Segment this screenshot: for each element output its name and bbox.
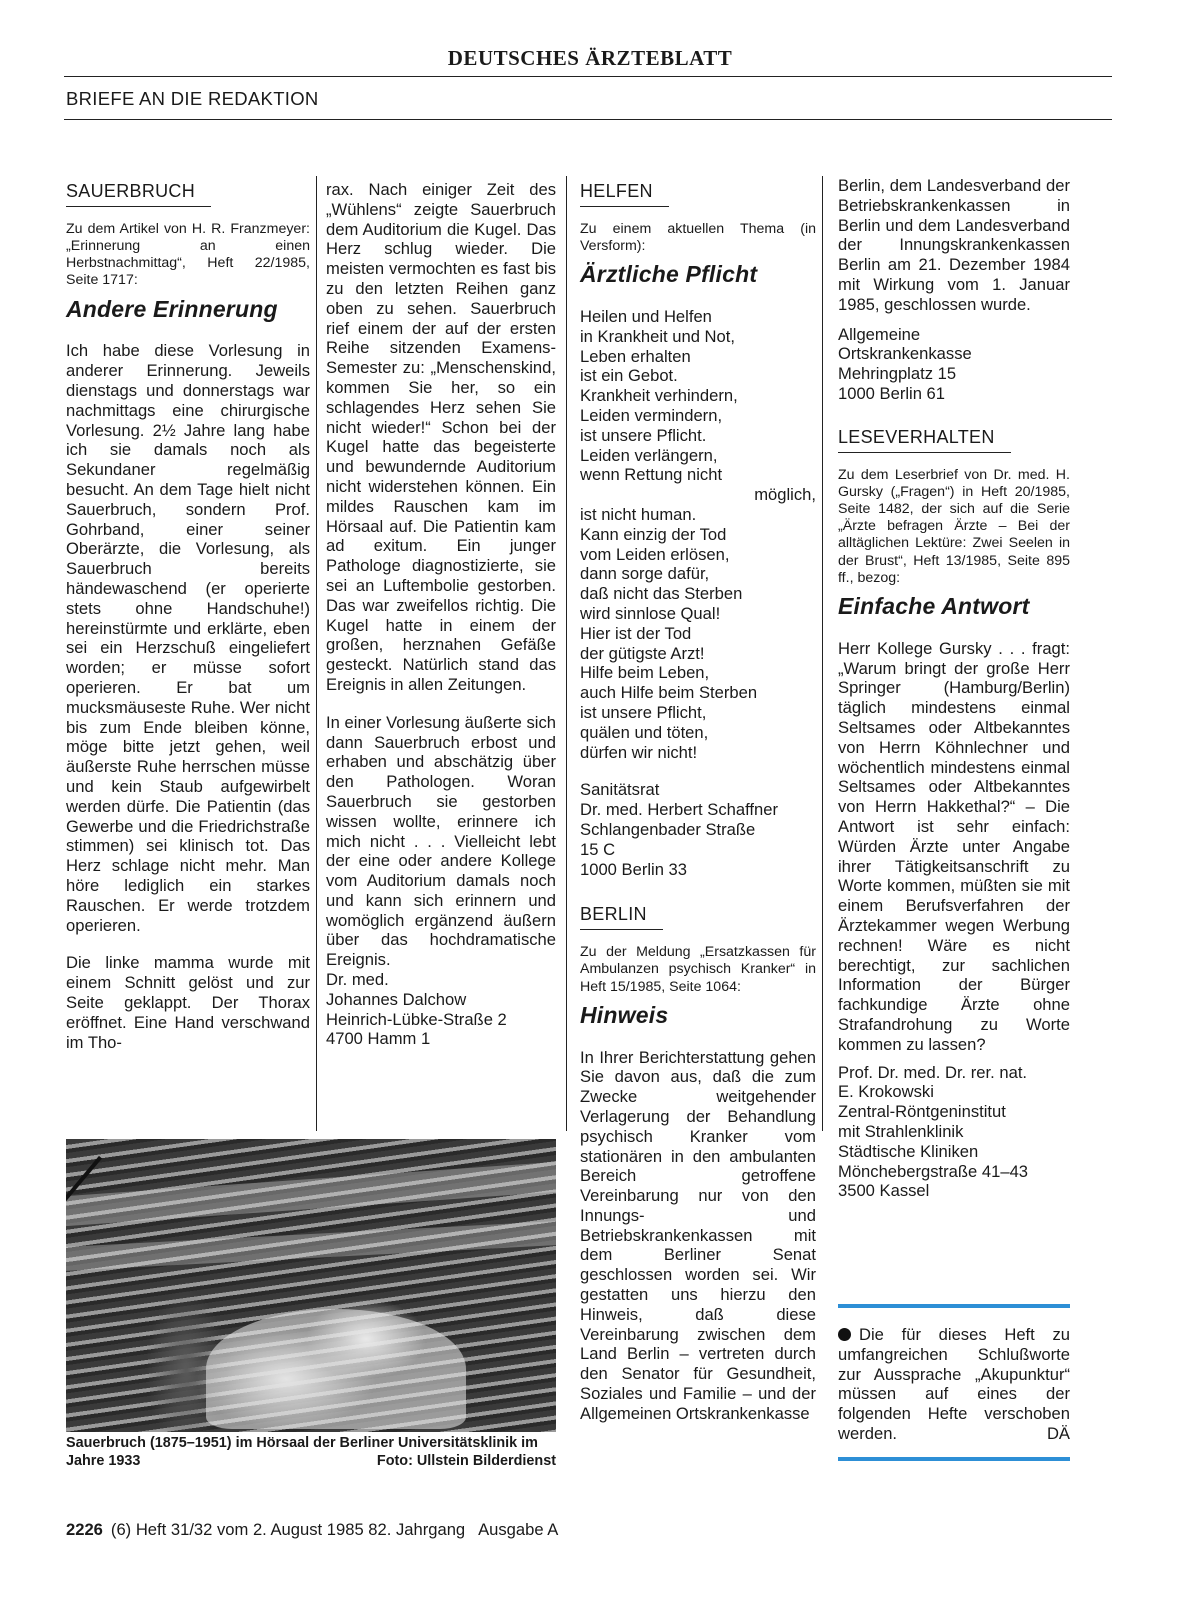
poem-line: möglich,: [754, 485, 816, 505]
rubric-sauerbruch: SAUERBRUCH: [66, 182, 211, 207]
letter-paragraph: Herr Kollege Gursky . . . fragt: „Warum bringt der große Herr Springer (Hamburg/Berlin) täglich mindestens einmal Seltsames oder Altbekanntes von Herrn Köhnlechner und wöchentlich mindestens einmal Seltsames oder Altbekanntes von Herrn Hakkethal?“ – Die Antwort ist sehr einfach: Würden Ärzte unter Angabe ihrer Tätigkeitsanschrift zu Worte kommen, müßten sie mit einem Berufsverfahren der Ärztekammer wegen Werbung rechnen! Wäre es nicht berechtigt, zur sachlichen Information der Bürger fachkundige Ärzte ohne Strafandrohung zu Worte kommen zu lassen?: [838, 638, 1070, 1054]
column-leseverhalten: [838, 176, 1070, 1201]
rubric-leseverhalten: LESEVERHALTEN: [838, 428, 1011, 453]
top-rule: [64, 76, 1112, 77]
letter-signature: Prof. Dr. med. Dr. rer. nat. E. Krokowski Zentral-Röntgeninstitut mit Strahlenklinik Städtische Kliniken Mönchebergstraße 41–43 3500 Kassel: [838, 1062, 1029, 1201]
column-helfen: [580, 182, 816, 1424]
letter-intro: Zu dem Artikel von H. R. Franzmeyer: „Erinnerung an einen Herbstnachmittag“, Heft 22/1985, Seite 1717:: [66, 220, 310, 289]
column-sauerbruch: [66, 182, 310, 1052]
page-number: 2226: [66, 1520, 103, 1539]
column-sauerbruch-cont: [326, 180, 556, 1049]
letter-title: Ärztliche Pflicht: [580, 261, 758, 288]
letter-paragraph: Ich habe diese Vorlesung in anderer Erinnerung. Jeweils dienstags und donnerstags war nachmittags eine chirurgische Vorlesung. 2½ Jahre lang habe ich sie damals noch als Sekundaner regelmäßig besucht. An dem Tage hielt nicht Sauerbruch, sondern Prof. Gohrband, einer seiner Oberärzte, die Vorlesung, als Sauerbruch bereits händewaschend (er operierte stets ohne Handschuhe!) hereinstürmte und erklärte, eben sei ein Herzschuß eingeliefert worden; er müsse sofort operieren. Er bat um mucksmäuseste Ruhe. Wer nicht bis zum Ende bleiben könne, möge bitte jetzt gehen, weil äußerste Ruhe herrschen müsse und kein Staub aufgewirbelt werden dürfe. Die Patientin (das Gewerbe und die Friedrichstraße stimmen) sei klinisch tot. Das Herz schlage nicht mehr. Man höre lediglich ein starkes Rauschen. Er werde trotzdem operieren.: [66, 341, 310, 935]
poem-stanza: Heilen und Helfen in Krankheit und Not, Leben erhalten ist ein Gebot. Krankheit verhindern, Leiden vermindern, ist unsere Pflicht. Leiden verlängern, wenn Rettung nicht: [580, 307, 738, 485]
rubric-helfen: HELFEN: [580, 182, 669, 207]
caption-text: Sauerbruch (1875–1951) im Hörsaal der Berliner Universitätsklinik im Jahre 1933: [66, 1435, 538, 1469]
issue-info: (6) Heft 31/32 vom 2. August 1985 82. Jahrgang Ausgabe A: [110, 1520, 559, 1539]
notice-text: Die für dieses Heft zu umfangreichen Schlußworte zur Aussprache „Akupunktur“ müssen auf eines der folgenden Hefte verschoben werden.: [838, 1325, 1070, 1443]
letter-paragraph: Berlin, dem Landesverband der Betriebskrankenkassen in Berlin und dem Landesverband der Innungskrankenkassen Berlin am 21. Dezember 1984 mit Wirkung vom 1. Januar 1985, geschlossen wurde.: [838, 176, 1070, 314]
letter-signature: Allgemeine Ortskrankenkasse Mehringplatz 15 1000 Berlin 61: [838, 324, 972, 403]
letter-intro: Zu dem Leserbrief von Dr. med. H. Gursky („Fragen“) in Heft 20/1985, Seite 1482, der sich auf die Serie „Ärzte befragen Ärzte – Bei der alltäglichen Lektüre: Zwei Seelen in der Brust“, Heft 13/1985, Seite 895 ff., bezog:: [838, 466, 1070, 586]
letter-signature: Sanitätsrat Dr. med. Herbert Schaffner Schlangenbader Straße 15 C 1000 Berlin 33: [580, 780, 778, 879]
letter-paragraph: In einer Vorlesung äußerte sich dann Sauerbruch erbost und erhaben und abschätzig über den Pathologen. Woran Sauerbruch sie gestorben wissen wollte, erinnere ich mich nicht . . . Vielleicht lebt der eine oder andere Kollege vom Auditorium damals noch und kann sich erinnern und womöglich ergänzend äußern über das hochdramatische Ereignis.: [326, 712, 556, 970]
masthead: DEUTSCHES ÄRZTEBLATT: [447, 46, 733, 70]
letter-intro: Zu einem aktuellen Thema (in Versform):: [580, 220, 816, 254]
section-rule: [64, 119, 1112, 120]
rubric-berlin: BERLIN: [580, 905, 663, 930]
letter-title: Andere Erinnerung: [66, 295, 278, 322]
letter-intro: Zu der Meldung „Ersatzkassen für Ambulanzen psychisch Kranker“ in Heft 15/1985, Seite 1064:: [580, 944, 816, 995]
notice-rule-bottom: [838, 1457, 1070, 1461]
notice-rule-top: [838, 1304, 1070, 1308]
lecture-hall-photo: [66, 1139, 556, 1432]
photo-credit: Foto: Ullstein Bilderdienst: [376, 1453, 556, 1469]
photo-caption: [66, 1434, 556, 1470]
letter-title: Einfache Antwort: [838, 592, 1030, 619]
letter-paragraph: rax. Nach einiger Zeit des „Wühlens“ zeigte Sauerbruch dem Auditorium die Kugel. Das Herz schlug wieder. Die meisten vermochten es fast bis zu den letzten Reihen ganz oben zu sehen. Sauerbruch rief einem der auf der ersten Reihe sitzenden Examens-Semester zu: „Menschenskind, kommen Sie her, so ein schlagendes Herz sehen Sie nicht wieder!“ Schon bei der Kugel hatte das begeisterte und bewundernde Auditorium nicht widerstehen können. Ein mildes Rauschen kam im Hörsaal auf. Die Patientin kam ad exitum. Ein junger Pathologe diagnostizierte, sie sei an Luftembolie gestorben. Das war zweifellos richtig. Die Kugel hatte in einem der großen, herznahen Gefäße gesteckt. Natürlich stand das Ereignis in allen Zeitungen.: [326, 180, 556, 694]
notice-tag: DÄ: [1046, 1423, 1070, 1443]
letter-paragraph: Die linke mamma wurde mit einem Schnitt gelöst und zur Seite geklappt. Der Thorax eröffnet. Eine Hand verschwand im Tho-: [66, 953, 310, 1052]
letter-paragraph: In Ihrer Berichterstattung gehen Sie davon aus, daß die zum Zwecke weitgehender Verlagerung der Behandlung psychisch Kranker vom stationären in den ambulanten Bereich getroffene Vereinbarung nur von den Innungs- und Betriebskrankenkassen mit dem Berliner Senat geschlossen worden sei. Wir gestatten uns hierzu den Hinweis, daß diese Vereinbarung zwischen dem Land Berlin – vertreten durch den Senator für Gesundheit, Soziales und Familie – und der Allgemeinen Ortskrankenkasse: [580, 1047, 816, 1423]
bullet-icon: [838, 1328, 851, 1341]
column-divider: [566, 176, 567, 1131]
column-divider: [316, 176, 317, 1131]
letter-signature: Dr. med. Johannes Dalchow Heinrich-Lübke-Straße 2 4700 Hamm 1: [326, 970, 507, 1049]
column-divider: [822, 176, 823, 1131]
page-footer: [66, 1520, 558, 1540]
letter-title: Hinweis: [580, 1001, 669, 1028]
editorial-notice: [838, 1325, 1070, 1444]
poem-stanza: ist nicht human. Kann einzig der Tod vom Leiden erlösen, dann sorge dafür, daß nicht das Sterben wird sinnlose Qual! Hier ist der Tod der gütigste Arzt! Hilfe beim Leben, auch Hilfe beim Sterben ist unsere Pflicht, quälen und töten, dürfen wir nicht!: [580, 504, 758, 762]
section-title: BRIEFE AN DIE REDAKTION: [66, 88, 319, 109]
